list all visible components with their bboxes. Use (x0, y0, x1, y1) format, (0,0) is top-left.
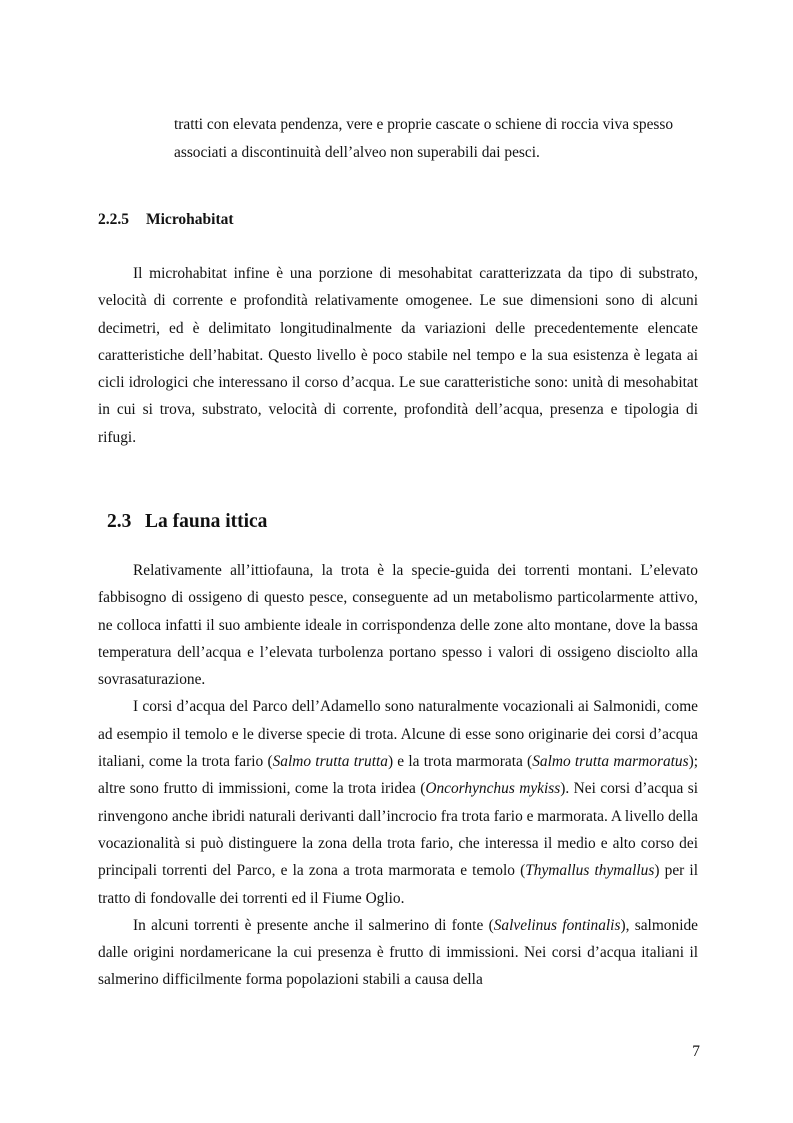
species-name: Thymallus thymallus (525, 862, 655, 880)
species-name: Oncorhynchus mykiss (425, 780, 561, 798)
section-heading-2-3 (107, 511, 267, 533)
section-title: La fauna ittica (145, 511, 268, 532)
section-title: Microhabitat (146, 211, 234, 228)
microhabitat-paragraph-block (98, 260, 698, 451)
species-name: Salmo trutta trutta (272, 753, 388, 771)
section-heading-2-2-5 (98, 211, 234, 229)
species-name: Salmo trutta marmoratus (532, 753, 689, 771)
paragraph: In alcuni torrenti è presente anche il salmerino di fonte (Salvelinus fontinalis), salmonide dalle origini nordamericane la cui presenza è frutto di immissioni. Nei corsi d’acqua italiani il salmerino difficilmente forma popolazioni stabili a causa della (98, 916, 698, 989)
paragraph: Il microhabitat infine è una porzione di mesohabitat caratterizzata da tipo di substrato, velocità di corrente e profondità relativamente omogenee. Le sue dimensioni sono di alcuni decimetri, ed è delimitato longitudinalmente da variazioni delle precedentemente elencate caratteristiche dell’habitat. Questo livello è poco stabile nel tempo e la sua esistenza è legata ai cicli idrologici che interessano il corso d’acqua. Le sue caratteristiche sono: unità di mesohabitat in cui si trova, substrato, velocità di corrente, profondità dell’acqua, presenza e tipologia di rifugi. (98, 265, 698, 446)
section-number: 2.2.5 (98, 211, 129, 228)
section-number: 2.3 (107, 511, 132, 532)
continued-list-item: tratti con elevata pendenza, vere e proprie cascate o schiene di roccia viva spesso associati a discontinuità dell’alveo non superabili dai pesci. (174, 116, 674, 161)
species-name: Salvelinus fontinalis (493, 916, 621, 934)
paragraph: I corsi d’acqua del Parco dell’Adamello sono naturalmente vocazionali ai Salmonidi, come ad esempio il temolo e le diverse specie di trota. Alcune di esse sono originarie dei corsi d’acqua italiani, come la trota fario (Salmo trutta trutta) e la trota marmorata (Salmo trutta marmoratus); altre sono frutto di immissioni, come la trota iridea (Oncorhynchus mykiss). Nei corsi d’acqua si rinvengono anche ibridi naturali derivanti dall’incrocio fra trota fario e marmorata. A livello della vocazionalità si può distinguere la zona della trota fario, che interessa il medio e alto corso dei principali torrenti del Parco, e la zona a trota marmorata e temolo (Thymallus thymallus) per il tratto di fondovalle dei torrenti ed il Fiume Oglio. (98, 698, 699, 907)
paragraph: Relativamente all’ittiofauna, la trota è la specie-guida dei torrenti montani. L’elevato fabbisogno di ossigeno di questo pesce, conseguente ad un metabolismo particolarmente attivo, ne colloca infatti il suo ambiente ideale in corrispondenza delle zone alto montane, dove la bassa temperatura dell’acqua e l’elevata turbolenza portano spesso i valori di ossigeno disciolto alla sovrasaturazione. (98, 562, 698, 689)
fauna-ittica-body (98, 557, 698, 994)
page-number: 7 (692, 1043, 700, 1060)
